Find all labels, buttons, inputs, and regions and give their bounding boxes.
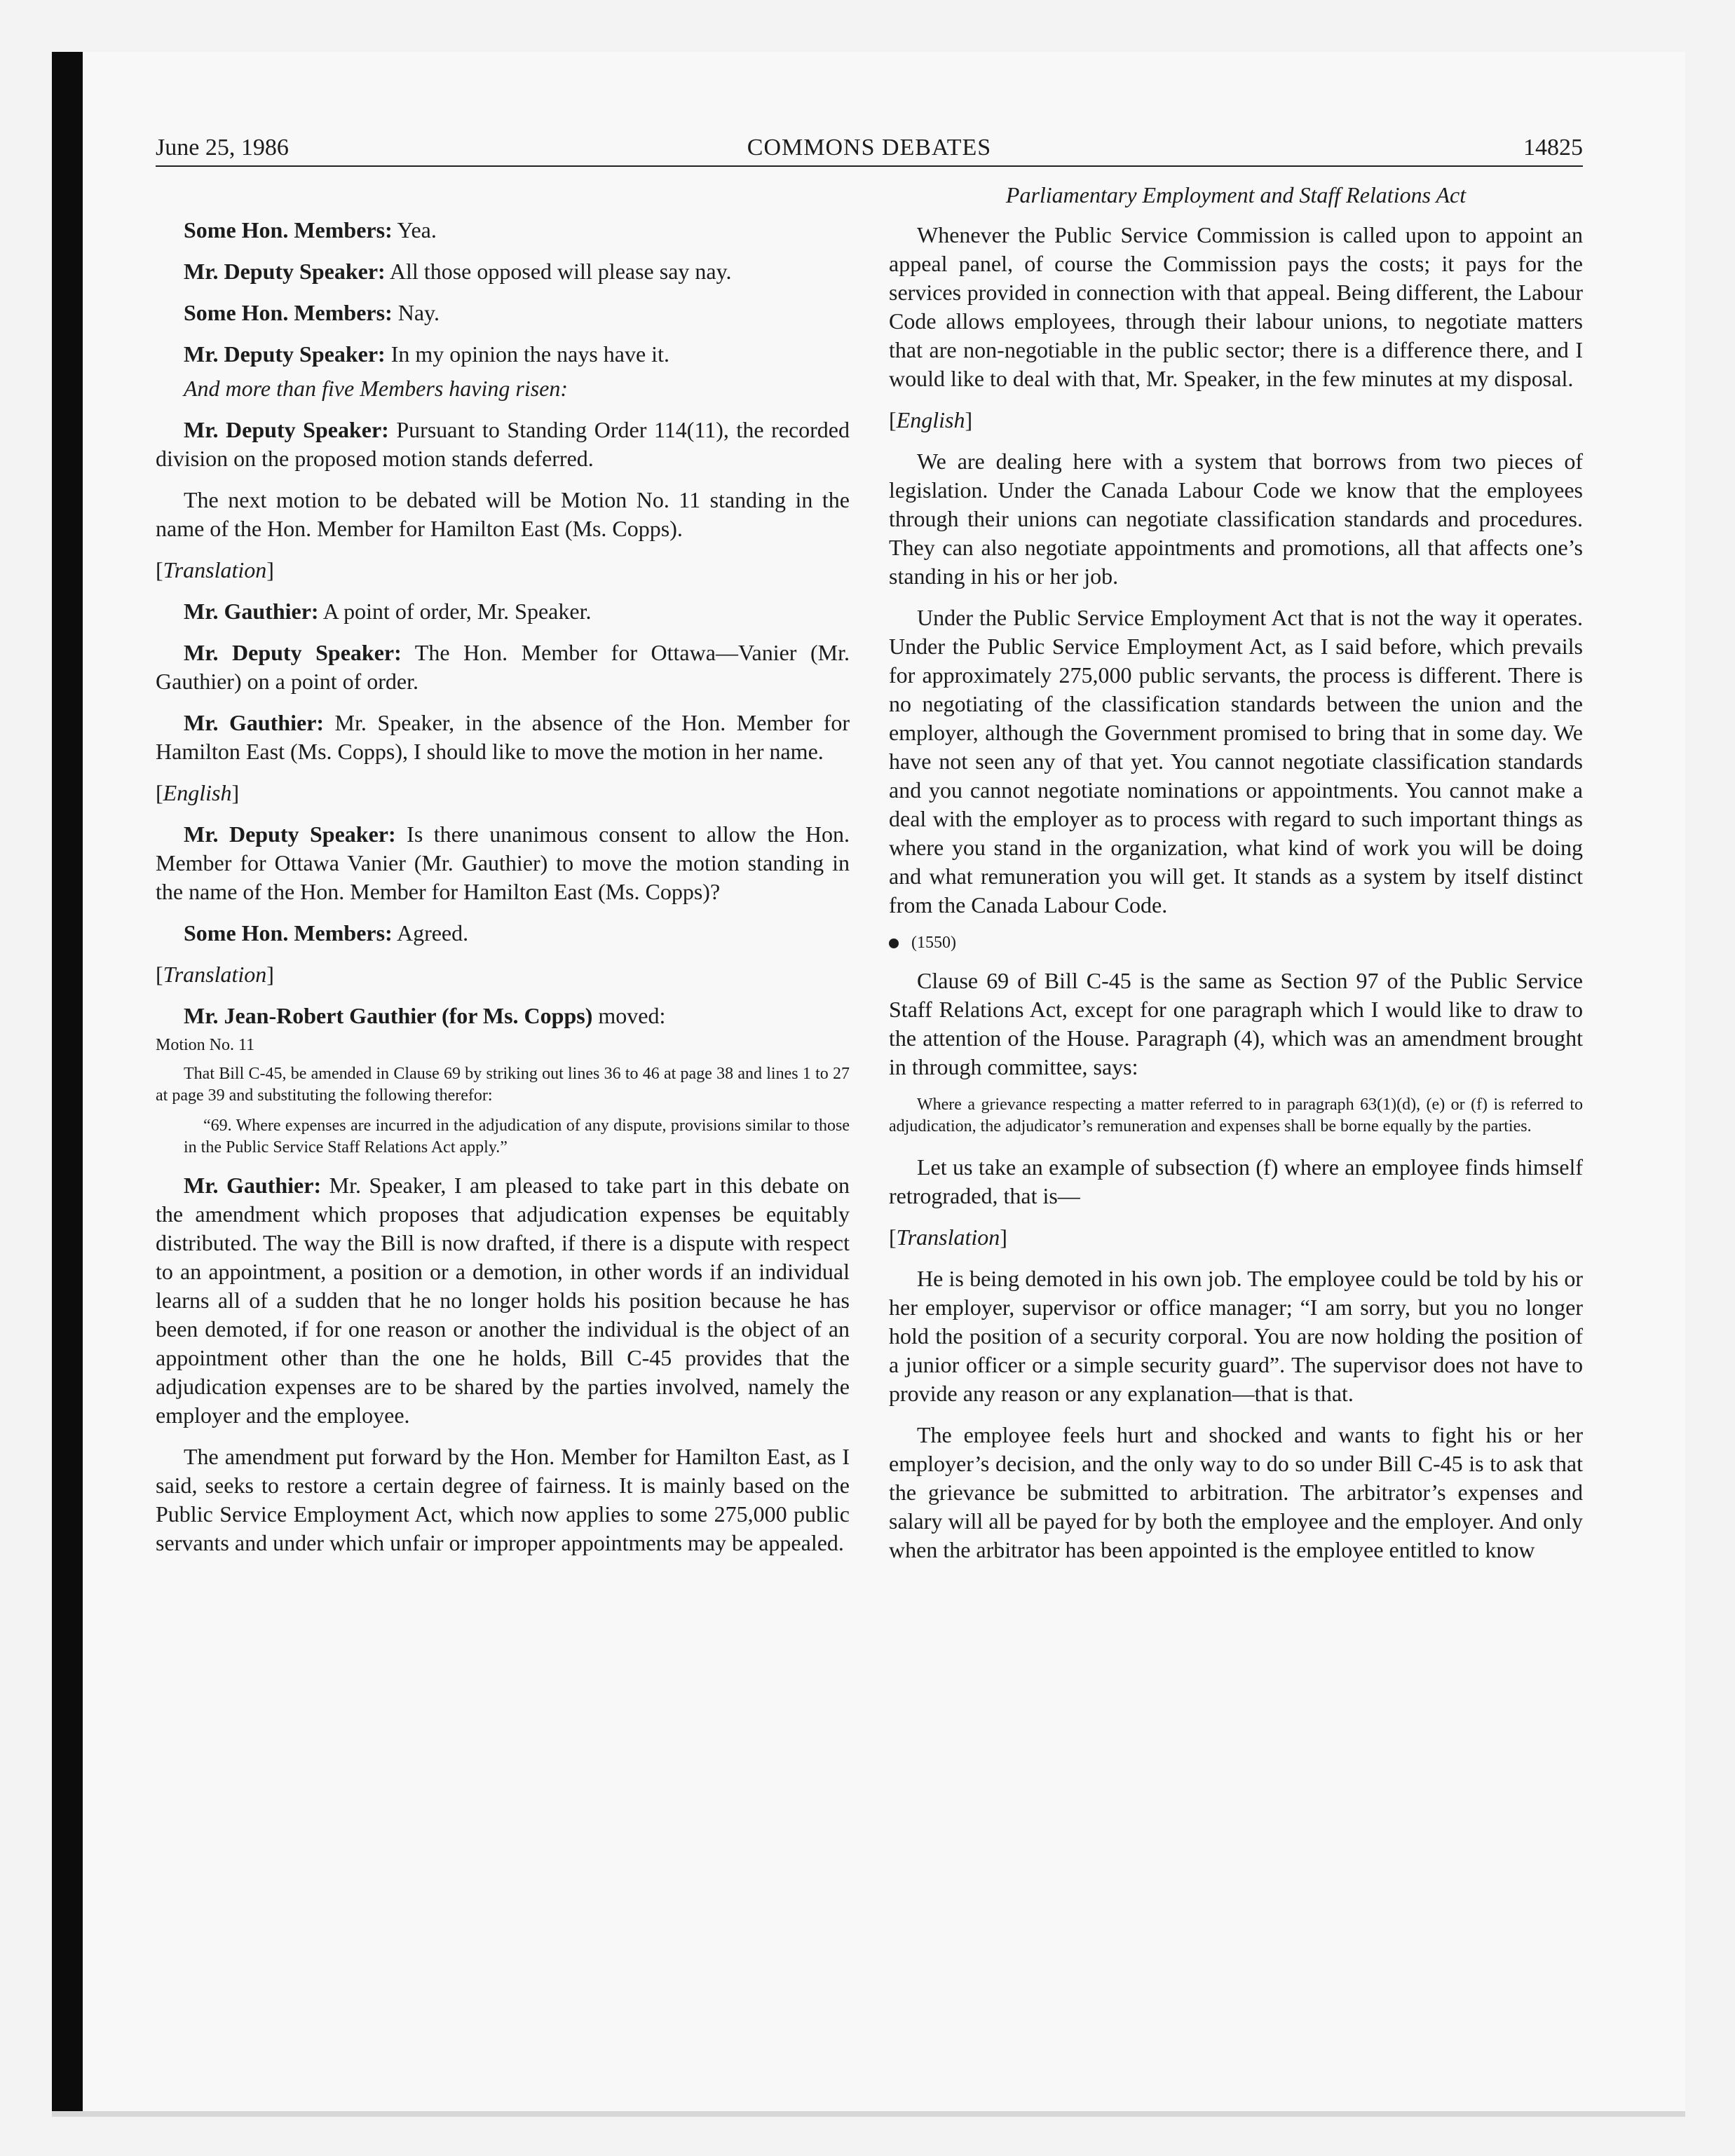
paragraph: Mr. Gauthier: Mr. Speaker, I am pleased to take part in this debate on the amendment which proposes that adjudication expenses be equitably distributed. The way the Bill is now drafted, if there is a dispute with respect to an appointment, a position or a demotion, in other words if an individual learns all of a sudden that he no longer holds his position because he has been demoted, if for one reason or another the individual is the object of an appointment other than the one he holds, Bill C-45 provides that the adjudication expenses are to be shared by the parties involved, namely the employer and the employee. — [156, 1173, 850, 1428]
paragraph: Mr. Deputy Speaker: The Hon. Member for Ottawa—Vanier (Mr. Gauthier) on a point of order. — [156, 640, 850, 694]
speaker-name: Mr. Gauthier: — [184, 599, 319, 624]
scan-bottom-edge — [52, 2111, 1685, 2117]
paragraph: Mr. Deputy Speaker: In my opinion the nays have it. — [184, 341, 669, 367]
paragraph: Clause 69 of Bill C-45 is the same as Section 97 of the Public Service Staff Relations Act, except for one paragraph which I would like to draw to the attention of the House. Paragraph (4), which was an amendment brought in through committee, says: — [889, 968, 1583, 1079]
motion-text: That Bill C-45, be amended in Clause 69 by striking out lines 36 to 46 at page 38 and lines 1 to 27 at page 39 and substituting the following therefor: — [156, 1065, 850, 1105]
paragraph: Some Hon. Members: Nay. — [184, 300, 440, 325]
speaker-name: Mr. Deputy Speaker: — [184, 821, 396, 847]
paragraph: Under the Public Service Employment Act that is not the way it operates. Under the Public Service Employment Act, as I said before, which prevails for approximately 275,000 public servants, the process is different. There is no negotiating of the classification standards between the union and the employer, although the Government promised to bring that in some day. We have not seen any of that yet. You cannot negotiate classification standards and you cannot negotiate nominations or appointments. You cannot make a deal with the employer as to process with regard to such important things as where you stand in the organization, what kind of work you will be doing and what remuneration you will get. It stands as a system by itself distinct from the Canada Labour Code. — [889, 605, 1583, 917]
speaker-name: Mr. Deputy Speaker: — [184, 341, 386, 367]
right-column — [889, 181, 1583, 1577]
paragraph: He is being demoted in his own job. The employee could be told by his or her employer, supervisor or office manager; “I am sorry, but you no longer hold the position of a security corporal. You are now holding the position of a junior officer or a simple security guard”. The supervisor does not have to provide any reason or any explanation—that is that. — [889, 1266, 1583, 1406]
scan-border — [52, 52, 83, 2117]
language-marker: [Translation] — [889, 1224, 1007, 1250]
speaker-name: Some Hon. Members: — [184, 300, 393, 325]
header-date: June 25, 1986 — [156, 135, 289, 161]
bullet-icon — [889, 939, 899, 948]
header-publication: COMMONS DEBATES — [747, 135, 992, 161]
language-marker: [Translation] — [156, 557, 274, 582]
running-header — [156, 130, 1583, 167]
speaker-name: Mr. Jean-Robert Gauthier (for Ms. Copps) — [184, 1003, 593, 1028]
header-page-number: 14825 — [1523, 135, 1583, 161]
paragraph: Mr. Deputy Speaker: Pursuant to Standing Order 114(11), the recorded division on the proposed motion stands deferred. — [156, 417, 850, 471]
paragraph: Whenever the Public Service Commission is called upon to appoint an appeal panel, of course the Commission pays the costs; it pays for the services provided in connection with that appeal. Being different, the Labour Code allows employees, through their labour unions, to negotiate matters that are non-negotiable in the public sector; there is a difference there, and I would like to deal with that, Mr. Speaker, in the few minutes at my disposal. — [889, 222, 1583, 391]
language-marker: [English] — [156, 780, 240, 805]
paragraph: Mr. Jean-Robert Gauthier (for Ms. Copps) moved: — [184, 1003, 666, 1028]
language-marker: [English] — [889, 407, 973, 432]
timestamp: (1550) — [889, 932, 1583, 954]
speaker-name: Mr. Deputy Speaker: — [184, 640, 402, 665]
paragraph: The employee feels hurt and shocked and wants to fight his or her employer’s decision, and the only way to do so under Bill C-45 is to ask that the grievance be submitted to arbitration. The arbitrator’s expenses and salary will all be payed for by both the employee and the employer. And only when the arbitrator has been appointed is the employee entitled to know — [889, 1422, 1583, 1562]
speaker-name: Mr. Deputy Speaker: — [184, 417, 389, 442]
paragraph: The next motion to be debated will be Motion No. 11 standing in the name of the Hon. Member for Hamilton East (Ms. Copps). — [156, 487, 850, 541]
paragraph: Some Hon. Members: Yea. — [184, 217, 437, 243]
stage-direction: And more than five Members having risen: — [184, 376, 569, 401]
speaker-name: Mr. Gauthier: — [184, 1173, 322, 1198]
paragraph: Mr. Gauthier: Mr. Speaker, in the absence of the Hon. Member for Hamilton East (Ms. Copps), I should like to move the motion in her name. — [156, 710, 850, 764]
paragraph: The amendment put forward by the Hon. Member for Hamilton East, as I said, seeks to restore a certain degree of fairness. It is mainly based on the Public Service Employment Act, which now applies to some 275,000 public servants and under which unfair or improper appointments may be appealed. — [156, 1444, 850, 1555]
paragraph: Mr. Deputy Speaker: All those opposed will please say nay. — [184, 259, 732, 284]
motion-label: Motion No. 11 — [156, 1036, 255, 1054]
language-marker: [Translation] — [156, 962, 274, 987]
section-heading: Parliamentary Employment and Staff Relations Act — [1005, 182, 1467, 207]
motion-quote: “69. Where expenses are incurred in the adjudication of any dispute, provisions similar to those in the Public Service Staff Relations Act apply.” — [184, 1117, 850, 1157]
speaker-name: Some Hon. Members: — [184, 217, 393, 243]
left-column — [156, 216, 850, 1570]
paragraph: Let us take an example of subsection (f) where an employee finds himself retrograded, that is— — [889, 1154, 1583, 1208]
paragraph: We are dealing here with a system that borrows from two pieces of legislation. Under the Canada Labour Code we know that the employees through their unions can negotiate classification standards and procedures. They can also negotiate appointments and promotions, all that affects one’s standing in his or her job. — [889, 449, 1583, 589]
paragraph: Mr. Gauthier: A point of order, Mr. Speaker. — [184, 599, 592, 624]
speaker-name: Some Hon. Members: — [184, 920, 393, 946]
speaker-name: Mr. Gauthier: — [184, 710, 325, 735]
paragraph: Mr. Deputy Speaker: Is there unanimous consent to allow the Hon. Member for Ottawa Vanier (Mr. Gauthier) to move the motion standing in the name of the Hon. Member for Hamilton East (Ms. Copps)? — [156, 821, 850, 904]
speaker-name: Mr. Deputy Speaker: — [184, 259, 386, 284]
paragraph: Some Hon. Members: Agreed. — [184, 920, 469, 946]
block-quote: Where a grievance respecting a matter referred to in paragraph 63(1)(d), (e) or (f) is referred to adjudication, the adjudicator’s remuneration and expenses shall be borne equally by the parties. — [889, 1096, 1583, 1135]
